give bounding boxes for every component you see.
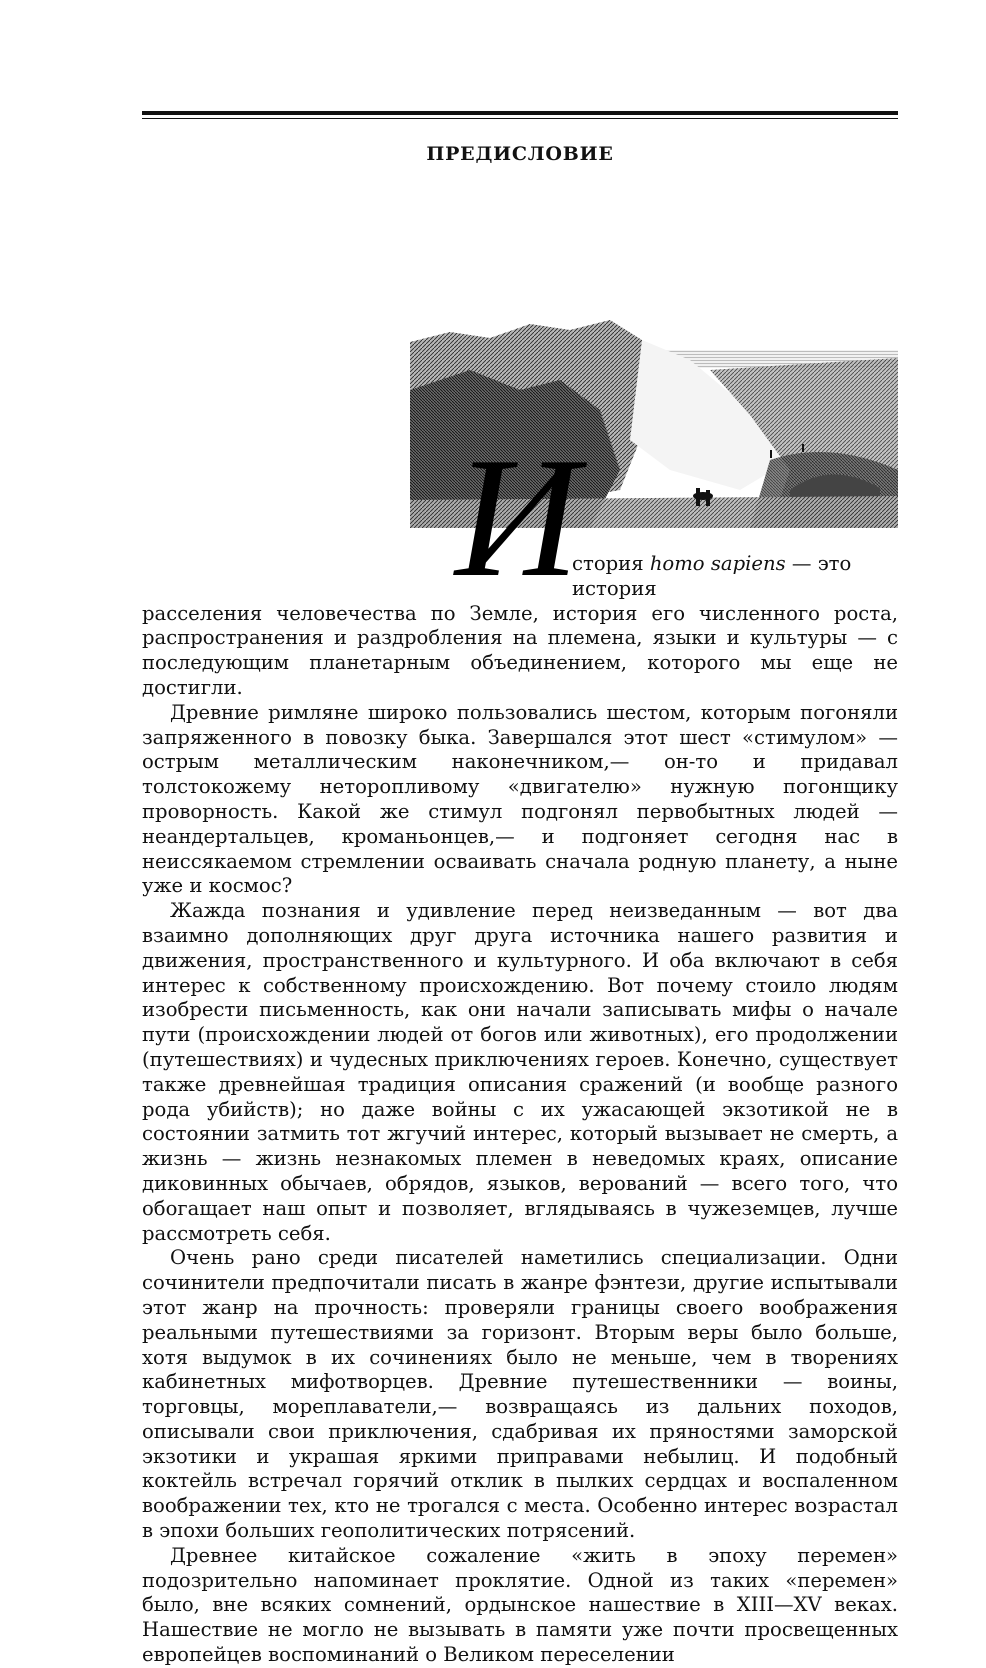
paragraph: Древнее китайское сожаление «жить в эпоху перемен» подозрительно напоминает проклятие. Одной из таких «перемен» было, вне всяких сомнений, ордынское нашествие в XIII—XV веках. Нашествие не могло не вызывать в памяти уже почти просвещенных европейцев воспоминаний о Великом переселении bbox=[142, 1543, 898, 1667]
paragraph: Древние римляне широко пользовались шестом, которым погоняли запряженного в повозку быка. Завершался этот шест «стимулом» — острым металлическим наконечником,— он-то и придавал толстокожему неторопливому «двигателю» нужную погонщику проворность. Какой же стимул подгонял первобытных людей — неандертальцев, кроманьонцев,— и подгоняет сегодня нас в неиссякаемом стремлении осваивать сначала родную планету, а ныне уже и космос? bbox=[142, 700, 898, 898]
chapter-title: ПРЕДИСЛОВИЕ bbox=[426, 143, 614, 165]
intro-paragraph bbox=[142, 552, 898, 701]
top-rule-thick bbox=[142, 111, 898, 115]
paragraph: Очень рано среди писателей наметились специализации. Одни сочинители предпочитали писать в жанре фэнтези, другие испытывали этот жанр на прочность: проверяли границы своего воображения реальными путешествиями за горизонт. Вторым веры было больше, хотя выдумок в их сочинениях было не меньше, чем в творениях кабинетных мифотворцев. Древние путешественники — воины, торговцы, мореплаватели,— возвращаясь из дальних походов, описывали свои приключения, сдабривая их пряностями заморской экзотики и украшая яркими приправами небылиц. И подобный коктейль встречал горячий отклик в пылких сердцах и воспаленном воображении тех, кто не трогался с места. Особенно интерес возрастал в эпохи больших геополитических потрясений. bbox=[142, 1246, 898, 1543]
intro-part1: стория bbox=[572, 552, 650, 575]
intro-rest: расселения человечества по Земле, история его численного роста, распространения и раздробления на племена, языки и культуры — с последующим планетарным объединением, которого мы еще не достигли. bbox=[142, 601, 898, 699]
drop-cap: И bbox=[455, 423, 580, 613]
paragraph: Жажда познания и удивление перед неизведанным — вот два взаимно дополняющих друг друга источника нашего развития и движения, пространственного и культурного. И оба включают в себя интерес к собственному происхождению. Вот почему стоило людям изобрести письменность, как они начали записывать мифы о начале пути (происхождении людей от богов или животных), его продолжении (путешествиях) и чудесных приключениях героев. Конечно, существует также древнейшая традиция описания сражений (и вообще разного рода убийств); но даже войны с их ужасающей экзотикой не в состоянии затмить тот жгучий интерес, который вызывает не смерть, а жизнь — жизнь незнакомых племен в неведомых краях, описание диковинных обычаев, обрядов, языков, верований — всего того, что обогащает наш опыт и позволяет, вглядываясь в чужеземцев, лучше рассмотреть себя. bbox=[142, 899, 898, 1245]
body-text bbox=[142, 552, 898, 1668]
intro-part2: — это история bbox=[572, 552, 852, 600]
intro-first-line bbox=[142, 552, 898, 602]
intro-italic: homo sapiens bbox=[649, 552, 786, 575]
top-rule-thin bbox=[142, 118, 898, 119]
